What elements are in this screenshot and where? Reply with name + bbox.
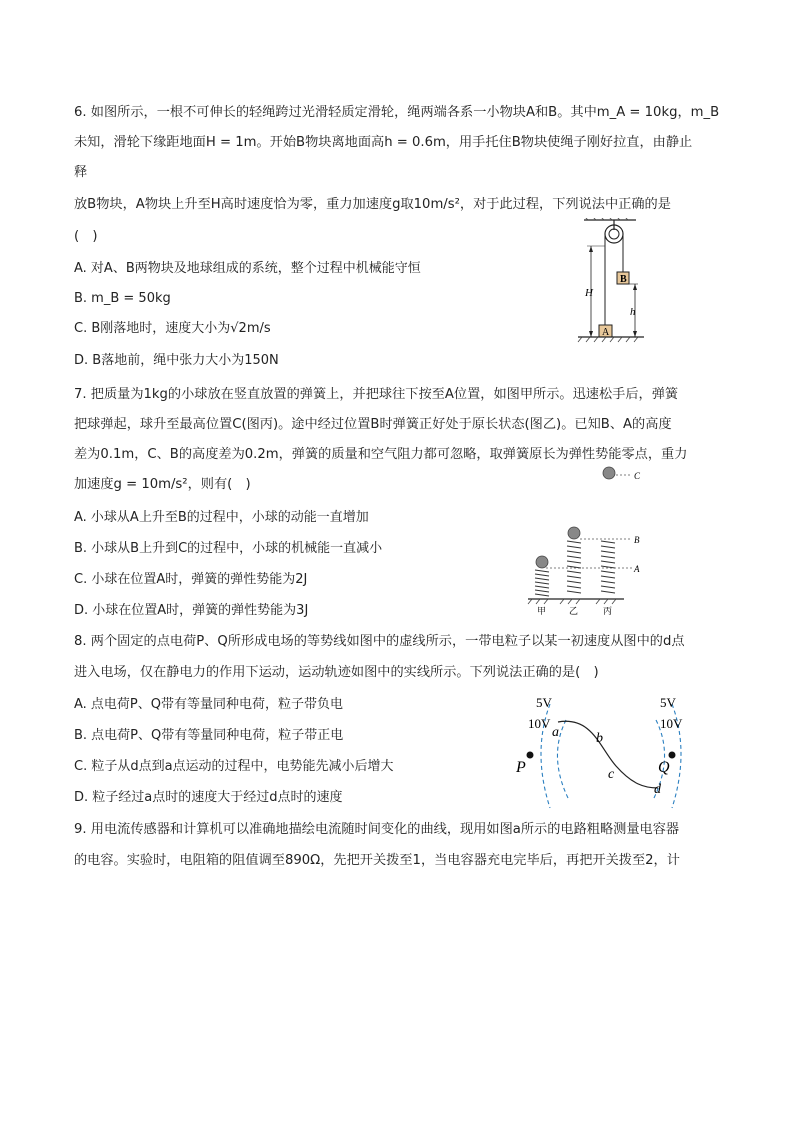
label-jia: 甲 bbox=[537, 606, 547, 616]
q7-option-d: D. 小球在位置A时，弹簧的弹性势能为3J bbox=[74, 603, 309, 618]
q6-line-2: 未知，滑轮下缘距地面H = 1m。开始B物块离地面高h = 0.6m，用手托住B物块使绳子刚好拉直，由静止 bbox=[74, 135, 693, 150]
q8-option-c: C. 粒子从d点到a点运动的过程中，电势能先减小后增大 bbox=[74, 759, 394, 774]
height-h-label: h bbox=[630, 306, 636, 318]
point-c-label: c bbox=[608, 767, 615, 782]
q6-line-1: 6. 如图所示，一根不可伸长的轻绳跨过光滑轻质定滑轮，绳两端各系一小物块A和B。其中m_A = 10kg，m_B bbox=[74, 105, 720, 120]
label-10v-right: 10V bbox=[660, 716, 683, 731]
label-B: B bbox=[634, 535, 640, 545]
q7-line-1: 7. 把质量为1kg的小球放在竖直放置的弹簧上，并把球往下按至A位置，如图甲所示。迅速松手后，弹簧 bbox=[74, 387, 679, 402]
q7-option-b: B. 小球从B上升到C的过程中，小球的机械能一直减小 bbox=[74, 541, 383, 556]
q6-option-a: A. 对A、B两物块及地球组成的系统，整个过程中机械能守恒 bbox=[74, 261, 421, 276]
q6-option-d: D. B落地前，绳中张力大小为150N bbox=[74, 353, 279, 368]
label-5v-right: 5V bbox=[660, 695, 676, 710]
q6-line-5: ( ) bbox=[74, 229, 98, 244]
charge-q bbox=[669, 752, 676, 759]
q9-line-2: 的电容。实验时，电阻箱的阻值调至890Ω，先把开关拨至1，当电容器充电完毕后，再把开关拨至2，计 bbox=[74, 853, 680, 868]
label-yi: 乙 bbox=[569, 606, 579, 616]
charge-p bbox=[527, 752, 534, 759]
equipotential-figure bbox=[512, 692, 712, 814]
q8-line-2: 进入电场，仅在静电力的作用下运动，运动轨迹如图中的实线所示。下列说法正确的是( ) bbox=[74, 665, 599, 680]
label-C: C bbox=[634, 471, 641, 481]
height-H-label: H bbox=[585, 287, 593, 299]
q8-option-a: A. 点电荷P、Q带有等量同种电荷，粒子带负电 bbox=[74, 697, 344, 712]
q7-option-a: A. 小球从A上升至B的过程中，小球的动能一直增加 bbox=[74, 510, 369, 525]
q6-option-c: C. B刚落地时，速度大小为√2m/s bbox=[74, 321, 271, 336]
label-5v-left: 5V bbox=[536, 695, 552, 710]
q6-option-b: B. m_B = 50kg bbox=[74, 291, 171, 306]
charge-p-label: P bbox=[516, 759, 526, 776]
q8-option-b: B. 点电荷P、Q带有等量同种电荷，粒子带正电 bbox=[74, 728, 344, 743]
q9-line-1: 9. 用电流传感器和计算机可以准确地描绘电流随时间变化的曲线，现用如图a所示的电路粗略测量电容器 bbox=[74, 822, 680, 837]
point-d-label: d bbox=[654, 782, 661, 797]
q8-line-1: 8. 两个固定的点电荷P、Q所形成电场的等势线如图中的虚线所示，一带电粒子以某一初速度从图中的d点 bbox=[74, 634, 685, 649]
block-a-label: A bbox=[602, 327, 610, 338]
charge-q-label: Q bbox=[658, 759, 670, 776]
label-bing: 丙 bbox=[603, 606, 613, 616]
label-A: A bbox=[634, 564, 640, 574]
q7-line-3: 差为0.1m，C、B的高度差为0.2m，弹簧的质量和空气阻力都可忽略，取弹簧原长为弹性势能零点，重力 bbox=[74, 447, 688, 462]
q6-line-4: 放B物块，A物块上升至H高时速度恰为零，重力加速度g取10m/s²，对于此过程，下列说法中正确的是 bbox=[74, 197, 671, 212]
point-a-label: a bbox=[552, 725, 559, 740]
q8-option-d: D. 粒子经过a点时的速度大于经过d点时的速度 bbox=[74, 790, 343, 805]
q7-line-2: 把球弹起，球升至最高位置C(图丙)。途中经过位置B时弹簧正好处于原长状态(图乙)。已知B、A的高度 bbox=[74, 417, 672, 432]
q6-line-3: 释 bbox=[74, 165, 88, 180]
spring-figure bbox=[524, 462, 654, 620]
q7-option-c: C. 小球在位置A时，弹簧的弹性势能为2J bbox=[74, 572, 308, 587]
block-b-label: B bbox=[620, 274, 627, 285]
pulley-figure bbox=[574, 218, 646, 346]
point-b-label: b bbox=[596, 731, 603, 746]
label-10v-left: 10V bbox=[528, 716, 551, 731]
q7-line-4: 加速度g = 10m/s²，则有( ) bbox=[74, 477, 251, 492]
